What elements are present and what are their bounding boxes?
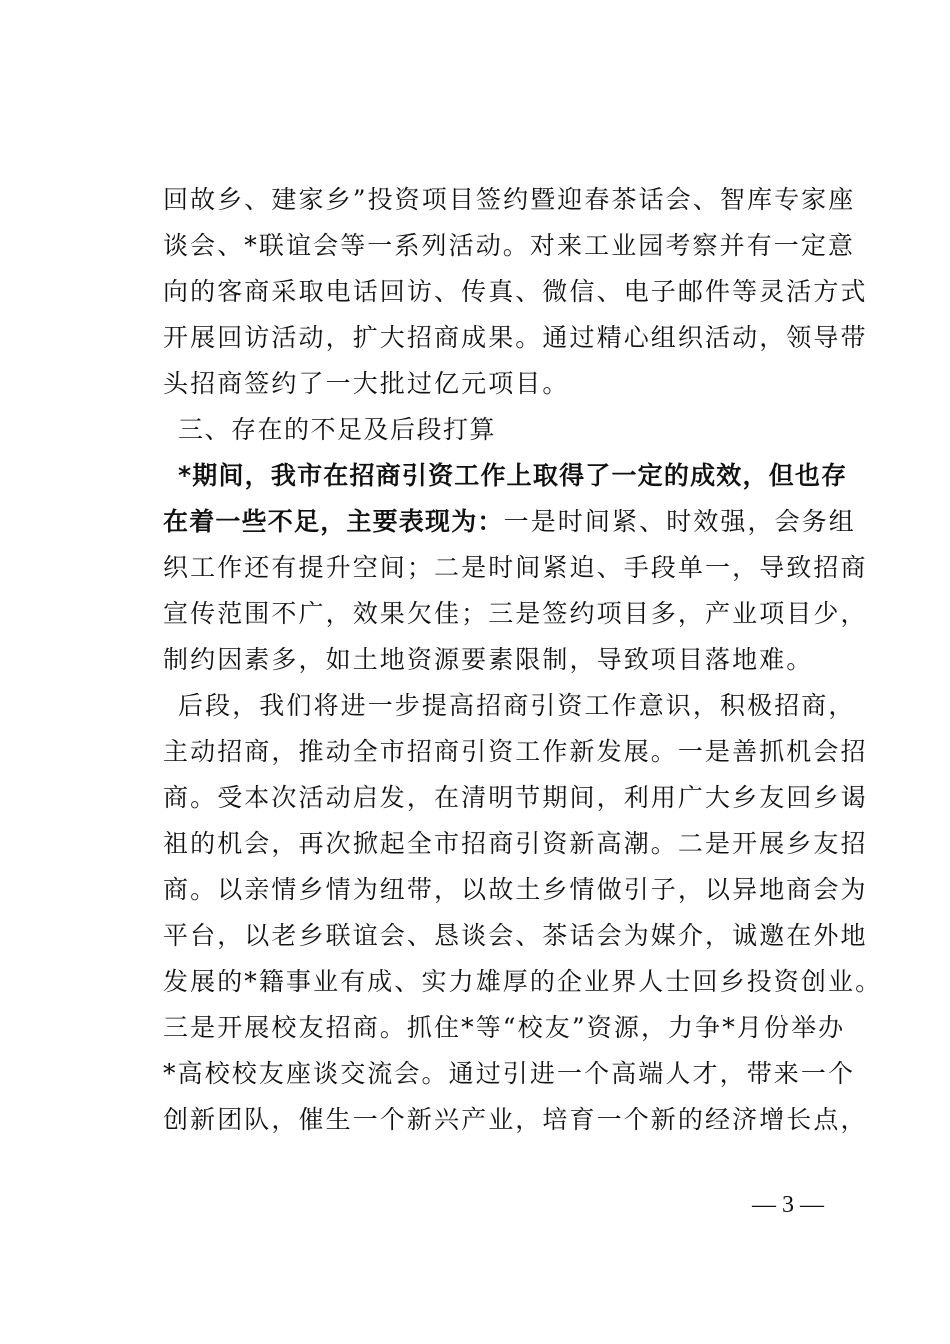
text-line: 后段，我们将进一步提高招商引资工作意识，积极招商，	[178, 691, 856, 720]
text-line: 开展回访活动，扩大招商成果。通过精心组织活动，领导带	[163, 323, 868, 352]
text-line: 主动招商，推动全市招商引资工作新发展。一是善抓机会招	[163, 737, 868, 766]
text-line: 谈会、*联谊会等一系列活动。对来工业园考察并有一定意	[163, 231, 856, 260]
text-line: *高校校友座谈交流会。通过引进一个高端人才，带来一个	[163, 1059, 856, 1088]
text-line-mixed	[163, 504, 856, 540]
text-span: 一是时间紧、时效强，会务组	[503, 507, 856, 536]
text-line: 商。以亲情乡情为纽带，以故土乡情做引子，以异地商会为	[163, 875, 868, 904]
text-line: 头招商签约了一大批过亿元项目。	[163, 369, 570, 398]
bold-text-span: 在着一些不足，主要表现为：	[163, 507, 504, 536]
text-line: 创新团队，催生一个新兴产业，培育一个新的经济增长点，	[163, 1105, 868, 1134]
text-line: 制约因素多，如土地资源要素限制，导致项目落地难。	[163, 645, 814, 674]
text-line: 平台，以老乡联谊会、恳谈会、茶话会为媒介，诚邀在外地	[163, 921, 868, 950]
text-line: 回故乡、建家乡”投资项目签约暨迎春茶话会、智库专家座	[163, 185, 856, 214]
text-line: 三是开展校友招商。抓住*等“校友”资源，力争*月份举办	[163, 1013, 846, 1042]
text-line: 向的客商采取电话回访、传真、微信、电子邮件等灵活方式	[163, 277, 868, 306]
text-line: 织工作还有提升空间；二是时间紧迫、手段单一，导致招商	[163, 553, 868, 582]
text-line: 商。受本次活动启发，在清明节期间，利用广大乡友回乡谒	[163, 783, 868, 812]
page-number: — 3 —	[752, 1192, 824, 1218]
bold-text-line: *期间，我市在招商引资工作上取得了一定的成效，但也存	[178, 461, 848, 490]
text-line: 发展的*籍事业有成、实力雄厚的企业界人士回乡投资创业。	[163, 967, 883, 996]
text-line: 祖的机会，再次掀起全市招商引资新高潮。二是开展乡友招	[163, 829, 868, 858]
section-heading: 三、存在的不足及后段打算	[178, 415, 497, 444]
text-line: 宣传范围不广，效果欠佳；三是签约项目多，产业项目少，	[163, 599, 868, 628]
